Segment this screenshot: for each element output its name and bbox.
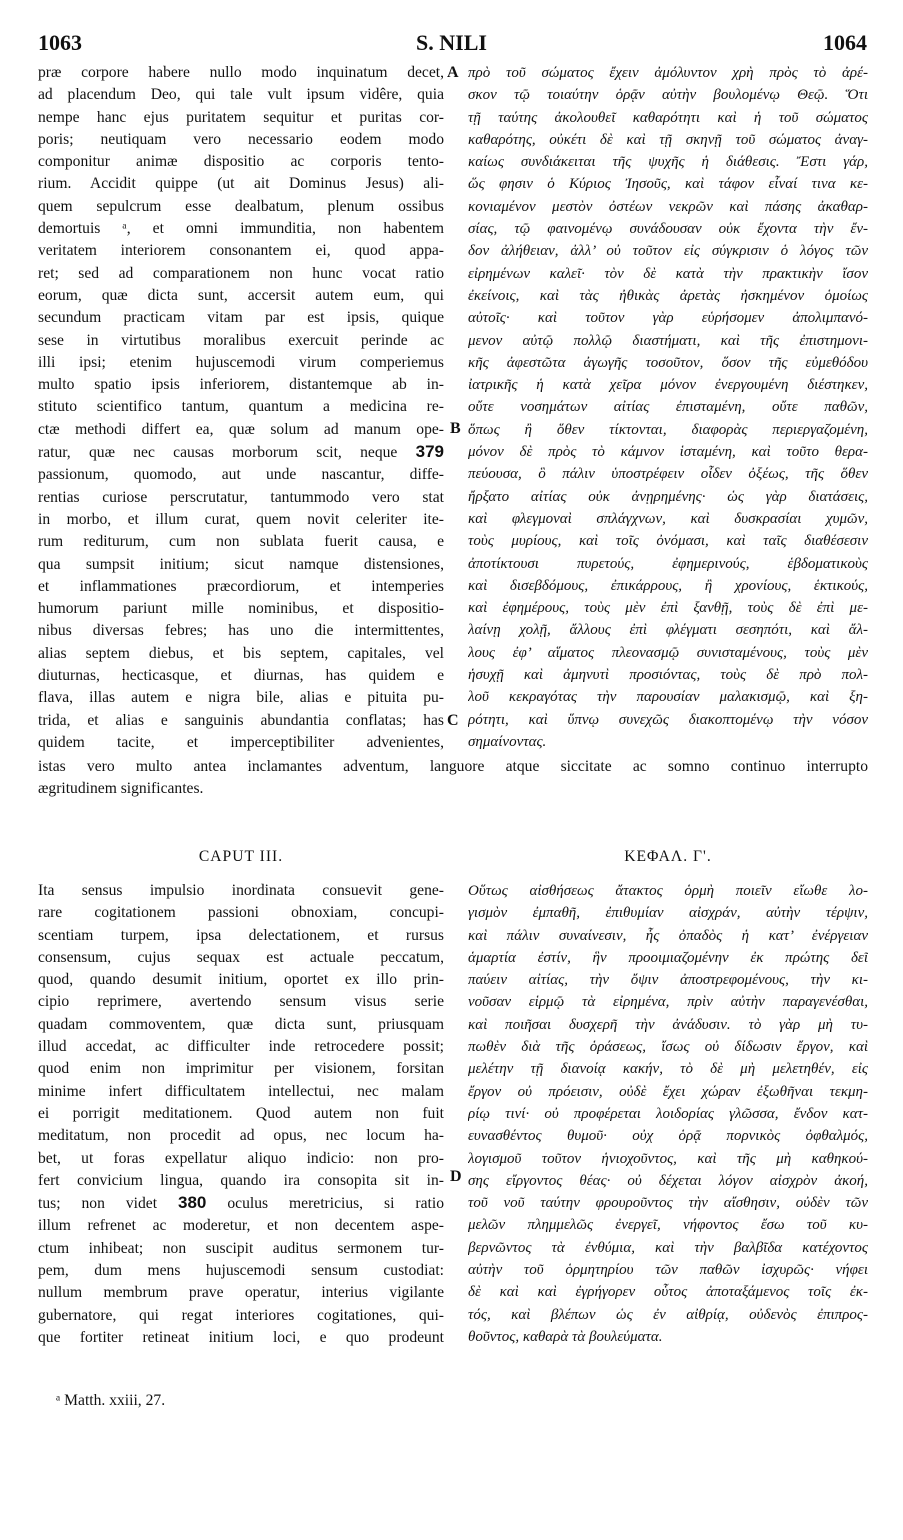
greek-line: λοῦ κεκραγότας τὴν παρουσίαν μαλακισμῷ, καὶ ξη-	[468, 689, 868, 706]
latin-line: ratur, quæ nec causas morborum scit, neque 379	[38, 442, 444, 462]
greek-line: καὶ ἐφημέρους, τοὺς μὲν ἐπὶ ξανθῇ, τοὺς δὲ ἐπὶ με-	[468, 600, 868, 617]
greek-line: καὶ φλεγμοναὶ σπλάγχνων, καὶ δυσκρασίαι χυμῶν,	[468, 510, 868, 527]
greek-line: καὶ πάλιν συναίνεσιν, ἧς ὀπαδὸς ἡ κατ’ ἐνέργειαν	[468, 927, 868, 944]
greek-line: βερνῶντος τὰ ἐνθύμια, καὶ τὴν βαλβῖδα κατέχοντος	[468, 1239, 868, 1256]
greek-line: μελῶν πλημμελῶς ἐνεργεῖ, νήφοντος ἔσω τοῦ κυ-	[468, 1217, 868, 1234]
latin-line: istas vero multo antea inclamantes adventum, languore atque siccitate ac somno continuo interrupto	[38, 758, 868, 775]
latin-line: quem sepulcrum esse dealbatum, plenum ossibus	[38, 197, 444, 215]
greek-line: νοῦσαν εἱρμῷ τὰ εἰρημένα, πρὶν αὐτὴν παραγενέσθαι,	[468, 994, 868, 1011]
latin-line: pem, dum mens hujuscemodi sensum custodiat:	[38, 1262, 444, 1280]
page-number-left: 1063	[38, 30, 82, 55]
latin-line: flava, illas autem e nigra bile, alias e pituita pu-	[38, 689, 444, 707]
greek-line: καὶ ποιῆσαι δυσχερῆ τὴν ἀνάδυσιν. τὸ γὰρ μὴ τυ-	[468, 1016, 868, 1033]
chapter-heading-greek: ΚΕΦΑΛ. Γ'.	[624, 848, 712, 865]
greek-line: ρίῳ τινί· οὐ προφέρεται λοιδορίας γλῶσσα, ἔνδον κατ-	[468, 1105, 868, 1122]
latin-line: nibus diversas febres; has uno die intermittentes,	[38, 622, 444, 640]
greek-line: οὔτε νοσημάτων αἰτίας ἐπισταμένη, οὔτε παθῶν,	[468, 399, 868, 416]
greek-line: καίως συνδιάκειται τῆς ψυχῆς ἡ διάθεσις. Ἔστι γάρ,	[468, 154, 868, 171]
latin-line: alias septem diebus, et bis septem, capitales, vel	[38, 644, 444, 662]
greek-line: ὅπως ἢ ὅθεν τίκτονται, διαφορὰς περιεργαζομένη,	[468, 421, 868, 438]
latin-line: scentiam turpem, ipsa delectationem, et rursus	[38, 926, 444, 944]
greek-line: ἔργον οὐ πρόεισιν, οὐδὲ ἔχει χώραν ἐξωθῆναι τεκμη-	[468, 1083, 868, 1100]
latin-line: ad placendum Deo, qui tale vult ipsum vidêre, quia	[38, 86, 444, 104]
greek-column-lower	[468, 880, 868, 1348]
latin-line: ei porrigit meditationem. Quod autem non fuit	[38, 1104, 444, 1122]
latin-line: qua sumpsit initium; sicut namque distensiones,	[38, 555, 444, 573]
latin-line: quidem tacite, et imperceptibiliter advenientes,	[38, 733, 444, 751]
section-marker-a: A	[447, 64, 459, 81]
greek-line: σης εἴργοντος θέας· οὐ δέχεται λόγον αἰσχρὸν ἀκοή,	[468, 1172, 868, 1189]
latin-line: sese in virtutibus moralibus exercuit perinde ac	[38, 331, 444, 349]
latin-line: quadam commoventem, quæ dicta sunt, priusquam	[38, 1015, 444, 1033]
latin-line: gubernatore, qui regat interiores cogitationes, qui-	[38, 1306, 444, 1324]
greek-line: τοὺς μυρίους, καὶ τοῖς ὀνόμασι, καὶ ταῖς διαθέσεσιν	[468, 533, 868, 550]
greek-line: λογισμοῦ τοῦτον ἡνιοχοῦντος, καὶ τῆς μὴ καθηκού-	[468, 1150, 868, 1167]
latin-line: illud accedat, ac difficulter inde retrocedere possit;	[38, 1038, 444, 1056]
latin-line: et inflammationes præcordiorum, et intemperies	[38, 577, 444, 595]
latin-column-lower	[38, 880, 444, 1349]
latin-line: rum rediturum, cum non sublata fuerit causa, e	[38, 533, 444, 551]
footnote: ᵃ Matth. xxiii, 27.	[56, 1392, 166, 1409]
greek-line: κονιαμένον μεστὸν ὀστέων νεκρῶν καὶ πάσης ἀκαθαρ-	[468, 198, 868, 215]
greek-line: Οὕτως αἰσθήσεως ἄτακτος ὁρμὴ ποιεῖν εἴωθε λο-	[468, 883, 868, 899]
latin-line: rentias curiose perscrutatur, tantummodo vero stat	[38, 488, 444, 506]
greek-line: ρότητι, καὶ ὕπνῳ συνεχῶς διακοπτομένῳ τὴν νόσον	[468, 711, 868, 728]
latin-line: ret; sed ad comparationem non hunc vocat ratio	[38, 264, 444, 282]
greek-line: ἰατρικῆς ἡ κατὰ χεῖρα μόνον ἐνεργουμένη διέστηκεν,	[468, 377, 868, 394]
section-marker-b: B	[450, 420, 461, 437]
greek-line: ἐκείνοις, καὶ τὰς ἠθικὰς ἀρετὰς ἠσκημένον ὁμοίως	[468, 287, 868, 304]
latin-line: meditatum, non procedit ad opus, nec locum ha-	[38, 1127, 444, 1145]
latin-line: rare cogitationem passioni obnoxiam, concupi-	[38, 904, 444, 922]
greek-line: σημαίνοντας.	[468, 733, 547, 750]
latin-line: diuturnas, hecticasque, et diurnas, has quidem e	[38, 667, 444, 685]
latin-line: illum refrenet ac moderetur, et non decentem aspe-	[38, 1217, 444, 1235]
latin-line: quod, quando desumit initium, oportet ex illo prin-	[38, 971, 444, 989]
latin-line: ægritudinem significantes.	[38, 780, 204, 798]
latin-line: passionum, quomodo, aut unde nascantur, diffe-	[38, 466, 444, 484]
latin-line: ctæ methodi differt ea, quæ solum ad manum ope-	[38, 420, 444, 438]
running-title: S. NILI	[416, 30, 487, 55]
greek-line: πεύουσα, ὃ πάλιν ὑποστρέφειν οἶδεν ὀξέως, τῆς ὅθεν	[468, 466, 868, 483]
latin-column-upper	[38, 62, 444, 754]
greek-line: ἁμαρτία ἐστίν, ἣν προοιμιαζομένην ἐκ πρώτης δεῖ	[468, 949, 868, 966]
chapter-heading-latin: CAPUT III.	[198, 848, 284, 865]
full-width-continuation	[38, 756, 868, 801]
page-number-right: 1064	[823, 30, 867, 55]
latin-line: secundum practicam vitam par est ipsis, quique	[38, 309, 444, 327]
greek-line: ἤρξατο αἰτίας οὐκ ἀνῃρημένης· ὡς γὰρ διατάσεις,	[468, 488, 868, 505]
greek-line: δον ἀλήθειαν, ἀλλ’ οὐ τοῦτον εἰς σύγκρισιν ὁ λόγος τῶν	[468, 243, 868, 260]
latin-line: stituto scientifico tantum, quantum a medicina re-	[38, 398, 444, 416]
greek-line: παύειν αἰτίας, τὴν ὄψιν ἀποστρεφομένους, τὴν κι-	[468, 972, 868, 989]
greek-line: γισμὸν ἐμπαθῆ, ἐπιθυμίαν αἰσχράν, αὐτὴν τέρψιν,	[468, 905, 868, 922]
latin-line: eorum, quæ dicta sunt, accersit autem eum, qui	[38, 286, 444, 304]
greek-line: πωθὲν διὰ τῆς ὁράσεως, ἴσως οὐ δίδωσιν ἔργον, καὶ	[468, 1039, 868, 1056]
greek-line: εἰρημένων καλεῖ· τὸν δὲ κατὰ τὴν πρακτικὴν ἴσον	[468, 265, 868, 282]
greek-line: τός, καὶ βλέπων ὡς ἐν αἰθρίᾳ, οὐδενὸς ἐπιπρος-	[468, 1306, 868, 1323]
latin-line: consensum, cujus sequax est actuale peccatum,	[38, 948, 444, 966]
section-marker-c: C	[447, 712, 459, 729]
greek-line: καὶ δισεβδόμους, ἐπικάρρους, ἢ χρονίους, ἑκτικούς,	[468, 577, 868, 594]
latin-line: præ corpore habere nullo modo inquinatum decet,	[38, 64, 444, 81]
greek-column-upper	[468, 62, 868, 753]
latin-line: nullum membrum prave operatur, interius vigilante	[38, 1284, 444, 1302]
latin-line: quod enim non imprimitur per visionem, forsitan	[38, 1060, 444, 1078]
latin-line: nempe hanc ejus puritatem sequitur et puritas cor-	[38, 108, 444, 126]
latin-line: demortuis ᵃ, et omni immunditia, non habentem	[38, 220, 444, 238]
greek-line: λαίνῃ χολῇ, ἄλλους ἐπὶ φλέγματι σεσηπότι, καὶ ἄλ-	[468, 622, 868, 639]
latin-line: illi ipsi; etenim hujuscemodi virum comperiemus	[38, 353, 444, 371]
latin-line: poris; neutiquam vero necessario eodem modo	[38, 130, 444, 148]
latin-line: minime infert difficultatem intellectui, nec malam	[38, 1082, 444, 1100]
latin-line: fert convicium lingua, quando ira consopita sit in-	[38, 1171, 444, 1189]
latin-line: multo spatio ipsis inferiorem, distantemque ab in-	[38, 376, 444, 394]
greek-line: ἡσυχῇ καὶ ἀμηνυτὶ προσιόντας, τοὺς δὲ πρὸ πολ-	[468, 667, 868, 684]
greek-line: μόνον δὲ πρὸς τὸ κάμνον ἱσταμένη, καὶ τοῦτο θερα-	[468, 444, 868, 461]
greek-line: σίας, τῷ φαινομένῳ συνάδουσαν οὐκ ἔχοντα τὴν ἔν-	[468, 221, 868, 238]
greek-line: δὲ καὶ καὶ ἐγρήγορεν οὗτος ἀποταξάμενος τοῖς ἐκ-	[468, 1284, 868, 1301]
greek-line: σκον τῷ τοιαύτην ὁρᾷν αὐτὴν βουλομένῳ Θεῷ. Ὅτι	[468, 87, 868, 104]
latin-line: ctum inhibeat; non suscipit auditus sermonem tur-	[38, 1239, 444, 1257]
greek-line: τῇ ταύτης ἀκολουθεῖ καθαρότητι καὶ ἡ τοῦ σώματος	[468, 109, 868, 126]
greek-line: καθαρότης, οὐκέτι δὲ καὶ τῇ σκηνῇ τοῦ σώματος ἀναγ-	[468, 131, 868, 148]
latin-line: Ita sensus impulsio inordinata consuevit gene-	[38, 882, 444, 899]
greek-line: ευνασθέντος θυμοῦ· οὐχ ὁρᾷ πορνικὸς ὀφθαλμός,	[468, 1128, 868, 1145]
greek-line: αὐτοῖς· καὶ τοῦτον γὰρ εὑρήσομεν ἀπολιμπανό-	[468, 310, 868, 327]
latin-line: veritatem interiorem consonantem ei, quod appa-	[38, 242, 444, 260]
latin-line: bet, ut foras expellatur aliquo indicio: non pro-	[38, 1149, 444, 1167]
greek-line: κῆς ἀφεστῶτα ἀγωγῆς τοσοῦτον, ὅσον τῆς εὐμεθόδου	[468, 354, 868, 371]
greek-line: ἀποτίκτουσι πυρετούς, ἐφημερινούς, ἑβδοματικοὺς	[468, 555, 868, 572]
greek-line: πρὸ τοῦ σώματος ἔχειν ἀμόλυντον χρὴ πρὸς τὸ ἀρέ-	[468, 65, 868, 81]
latin-line: in morbo, et illum curat, quem novit celeriter ite-	[38, 510, 444, 528]
latin-line: humorum pariunt mille nominibus, et dispositio-	[38, 600, 444, 618]
latin-line: trida, et alias e sanguinis abundantia conflatas; has	[38, 711, 444, 729]
greek-line: ὥς φησιν ὁ Κύριος Ἰησοῦς, καὶ τάφον εἶναί τινα κε-	[468, 176, 868, 193]
latin-line: rium. Accidit quippe (ut ait Dominus Jesus) ali-	[38, 175, 444, 193]
greek-line: τοῦ νοῦ ταύτην φρουροῦντος τὴν αἴσθησιν, οὐδὲν τῶν	[468, 1195, 868, 1212]
latin-line: que fortiter retineat initium loci, e quo prodeunt	[38, 1328, 444, 1346]
greek-line: αὐτὴν τοῦ ὁρμητηρίου τῶν παθῶν ἰσχυρῶς· νήφει	[468, 1262, 868, 1279]
latin-line: tus; non videt 380 oculus meretricius, si ratio	[38, 1193, 444, 1213]
greek-line: λους ἐφ’ αἵματος πλεονασμῷ συνισταμένους, τοὺς μὲν	[468, 644, 868, 661]
greek-line: μενον αὐτῷ πολλῷ διαστήματι, καὶ τῆς ἐπιστημονι-	[468, 332, 868, 349]
latin-line: componitur animæ dispositio ac corporis tento-	[38, 153, 444, 171]
greek-line: μελέτην τῇ διανοίᾳ κακήν, τὸ δὲ μὴ μελετηθέν, εἰς	[468, 1061, 868, 1078]
greek-line: θοῦντος, καθαρὰ τὰ βουλεύματα.	[468, 1328, 663, 1345]
latin-line: cipio reprimere, avertendo sensum visus serie	[38, 993, 444, 1011]
section-marker-d: D	[450, 1168, 462, 1185]
